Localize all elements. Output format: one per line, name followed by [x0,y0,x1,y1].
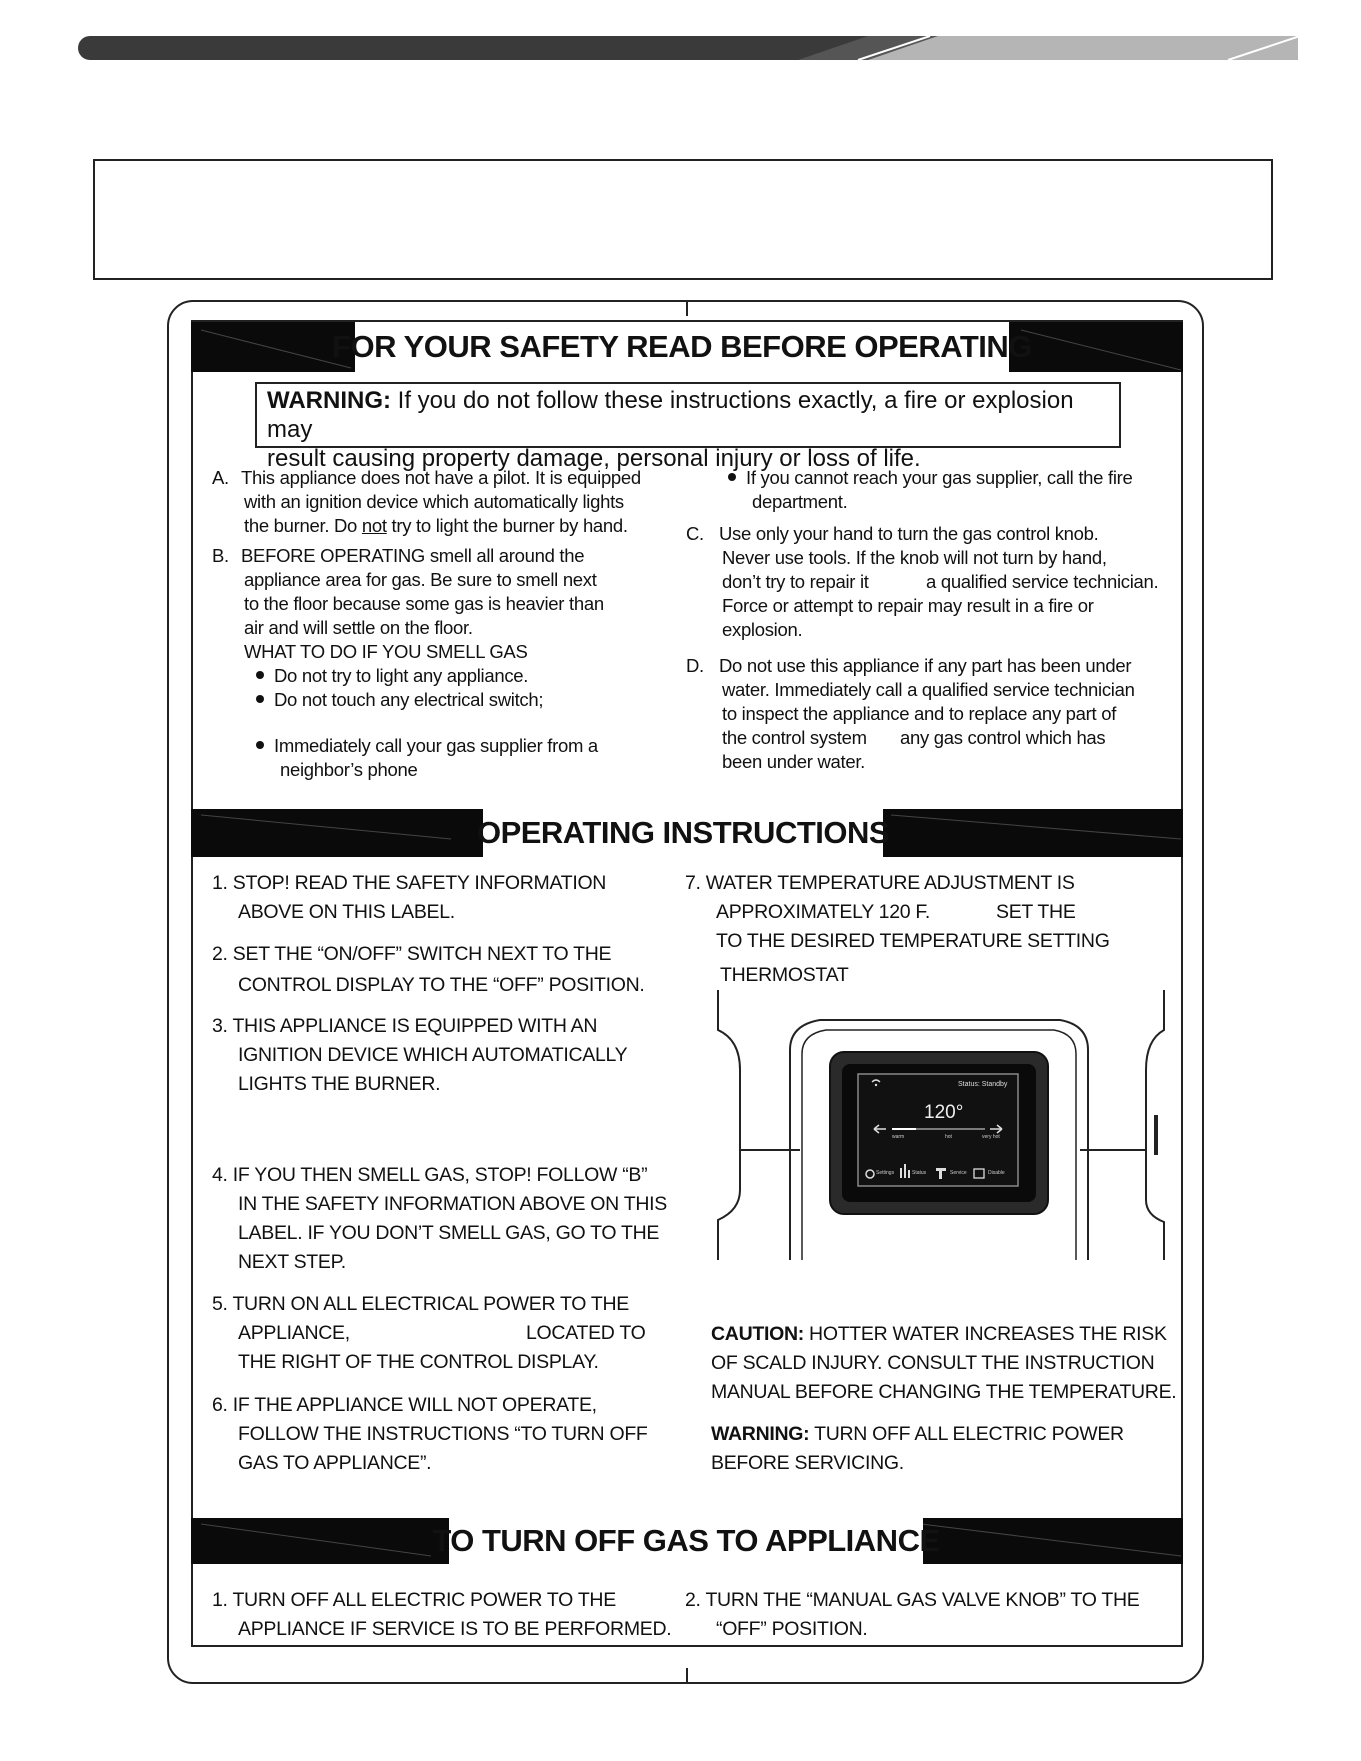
warning-text-2: result causing property damage, personal injury or loss of life. [267,445,921,472]
turnoff-step-1: 1. TURN OFF ALL ELECTRIC POWER TO THE [212,1589,616,1611]
safety-banner [191,322,1183,372]
op-step-4-line-3: LABEL. IF YOU DON’T SMELL GAS, GO TO THE [238,1222,660,1244]
bullet-3-line-2: neighbor’s phone [280,759,418,780]
item-b-line-2: appliance area for gas. Be sure to smell next [244,569,597,590]
turnoff-step-1-line-2: APPLIANCE IF SERVICE IS TO BE PERFORMED. [238,1618,672,1640]
item-a-line-2: with an ignition device which automatically lights [244,491,624,512]
item-d-line-3: to inspect the appliance and to replace any part of [722,703,1117,724]
caution-line-1: CAUTION: HOTTER WATER INCREASES THE RISK [711,1323,1167,1345]
item-d-line-4b: any gas control which has [900,727,1106,748]
op-step-3-line-3: LIGHTS THE BURNER. [238,1073,441,1095]
op-step-1: 1. STOP! READ THE SAFETY INFORMATION [212,872,607,894]
display-menu-status: Status [912,1170,927,1176]
op-step-1-line-2: ABOVE ON THIS LABEL. [238,901,455,923]
center-tick-top [686,302,688,316]
item-c-line-3a: don’t try to repair it [722,571,869,592]
safety-banner-title: FOR YOUR SAFETY READ BEFORE OPERATING [355,322,1009,372]
op-step-5: 5. TURN ON ALL ELECTRICAL POWER TO THE [212,1293,630,1315]
op-step-6-line-3: GAS TO APPLIANCE”. [238,1452,432,1474]
turnoff-step-2: 2. TURN THE “MANUAL GAS VALVE KNOB” TO THE [685,1589,1140,1611]
op-step-7-line-2b: SET THE [996,901,1076,923]
op-warning-line-2: BEFORE SERVICING. [711,1452,904,1474]
op-warning-line-1: WARNING: TURN OFF ALL ELECTRIC POWER [711,1423,1124,1445]
op-step-5-line-2b: LOCATED TO [526,1322,646,1344]
op-step-6: 6. IF THE APPLIANCE WILL NOT OPERATE, [212,1394,597,1416]
item-d-line-2: water. Immediately call a qualified service technician [722,679,1135,700]
display-menu-service: Service [950,1170,967,1176]
turnoff-step-2-line-2: “OFF” POSITION. [716,1618,868,1640]
item-b-line-1: BEFORE OPERATING smell all around the [241,545,585,566]
right-bullet: If you cannot reach your gas supplier, call the fire [728,466,1133,490]
op-step-4-line-4: NEXT STEP. [238,1251,346,1273]
item-a-line-3: the burner. Do not try to light the burner by hand. [244,515,628,536]
item-d-line-1: Do not use this appliance if any part has been under [719,655,1132,676]
op-step-7: 7. WATER TEMPERATURE ADJUSTMENT IS [685,872,1075,894]
bullet-3: Immediately call your gas supplier from a [256,734,598,758]
item-b-marker: B. [212,545,229,566]
caution-line-3: MANUAL BEFORE CHANGING THE TEMPERATURE. [711,1381,1177,1403]
item-c-line-1: Use only your hand to turn the gas control knob. [719,523,1099,544]
item-d-line-4a: the control system [722,727,867,748]
turnoff-banner [191,1518,1183,1564]
item-b-line-4: air and will settle on the floor. [244,617,473,638]
item-d-line-5: been under water. [722,751,866,772]
item-c-line-3b: a qualified service technician. [926,571,1159,592]
empty-header-box [93,159,1273,280]
op-step-3-line-2: IGNITION DEVICE WHICH AUTOMATICALLY [238,1044,628,1066]
warning-label: WARNING: [267,387,391,414]
control-display-illustration [710,990,1170,1260]
item-a-line-1: This appliance does not have a pilot. It is equipped [241,467,641,488]
op-step-7-line-4: THERMOSTAT [720,964,849,986]
op-step-6-line-2: FOLLOW THE INSTRUCTIONS “TO TURN OFF [238,1423,648,1445]
operating-banner [191,809,1183,857]
item-c-line-5: explosion. [722,619,803,640]
bullet-2: Do not touch any electrical switch; [256,688,543,712]
op-step-7-line-3: TO THE DESIRED TEMPERATURE SETTING [716,930,1110,952]
warning-text-1: If you do not follow these instructions exactly, a fire or explosion may [267,387,1074,443]
item-c-marker: C. [686,523,704,544]
display-temperature: 120° [924,1102,964,1123]
display-status: Status: Standby [958,1081,1008,1088]
warning-box [255,382,1121,472]
item-c-line-2: Never use tools. If the knob will not turn by hand, [722,547,1107,568]
op-step-7-line-2a: APPROXIMATELY 120 F. [716,901,931,923]
display-scale-hot: hot [945,1134,952,1140]
center-tick-bottom [686,1668,688,1682]
caution-line-2: OF SCALD INJURY. CONSULT THE INSTRUCTION [711,1352,1155,1374]
op-step-4-line-2: IN THE SAFETY INFORMATION ABOVE ON THIS [238,1193,667,1215]
op-step-4: 4. IF YOU THEN SMELL GAS, STOP! FOLLOW “B” [212,1164,648,1186]
bullet-1: Do not try to light any appliance. [256,664,528,688]
display-menu-settings: Settings [876,1170,895,1176]
op-step-2: 2. SET THE “ON/OFF” SWITCH NEXT TO THE [212,943,612,965]
op-step-5-line-2a: APPLIANCE, [238,1322,350,1344]
item-d-marker: D. [686,655,704,676]
operating-banner-title: OPERATING INSTRUCTIONS [483,809,883,857]
item-c-line-4: Force or attempt to repair may result in a fire or [722,595,1094,616]
display-menu-disable: Disable [988,1170,1005,1176]
item-a-marker: A. [212,467,229,488]
op-step-5-line-3: THE RIGHT OF THE CONTROL DISPLAY. [238,1351,599,1373]
turnoff-banner-title: TO TURN OFF GAS TO APPLIANCE [449,1518,923,1564]
header-bar [78,36,1298,60]
item-b-line-3: to the floor because some gas is heavier than [244,593,604,614]
op-step-3: 3. THIS APPLIANCE IS EQUIPPED WITH AN [212,1015,598,1037]
display-scale-warm: warm [892,1134,905,1140]
right-bullet-line-2: department. [752,491,848,512]
display-scale-very-hot: very hot [982,1134,1000,1140]
what-to-do-heading: WHAT TO DO IF YOU SMELL GAS [244,641,528,662]
op-step-2-line-2: CONTROL DISPLAY TO THE “OFF” POSITION. [238,974,645,996]
